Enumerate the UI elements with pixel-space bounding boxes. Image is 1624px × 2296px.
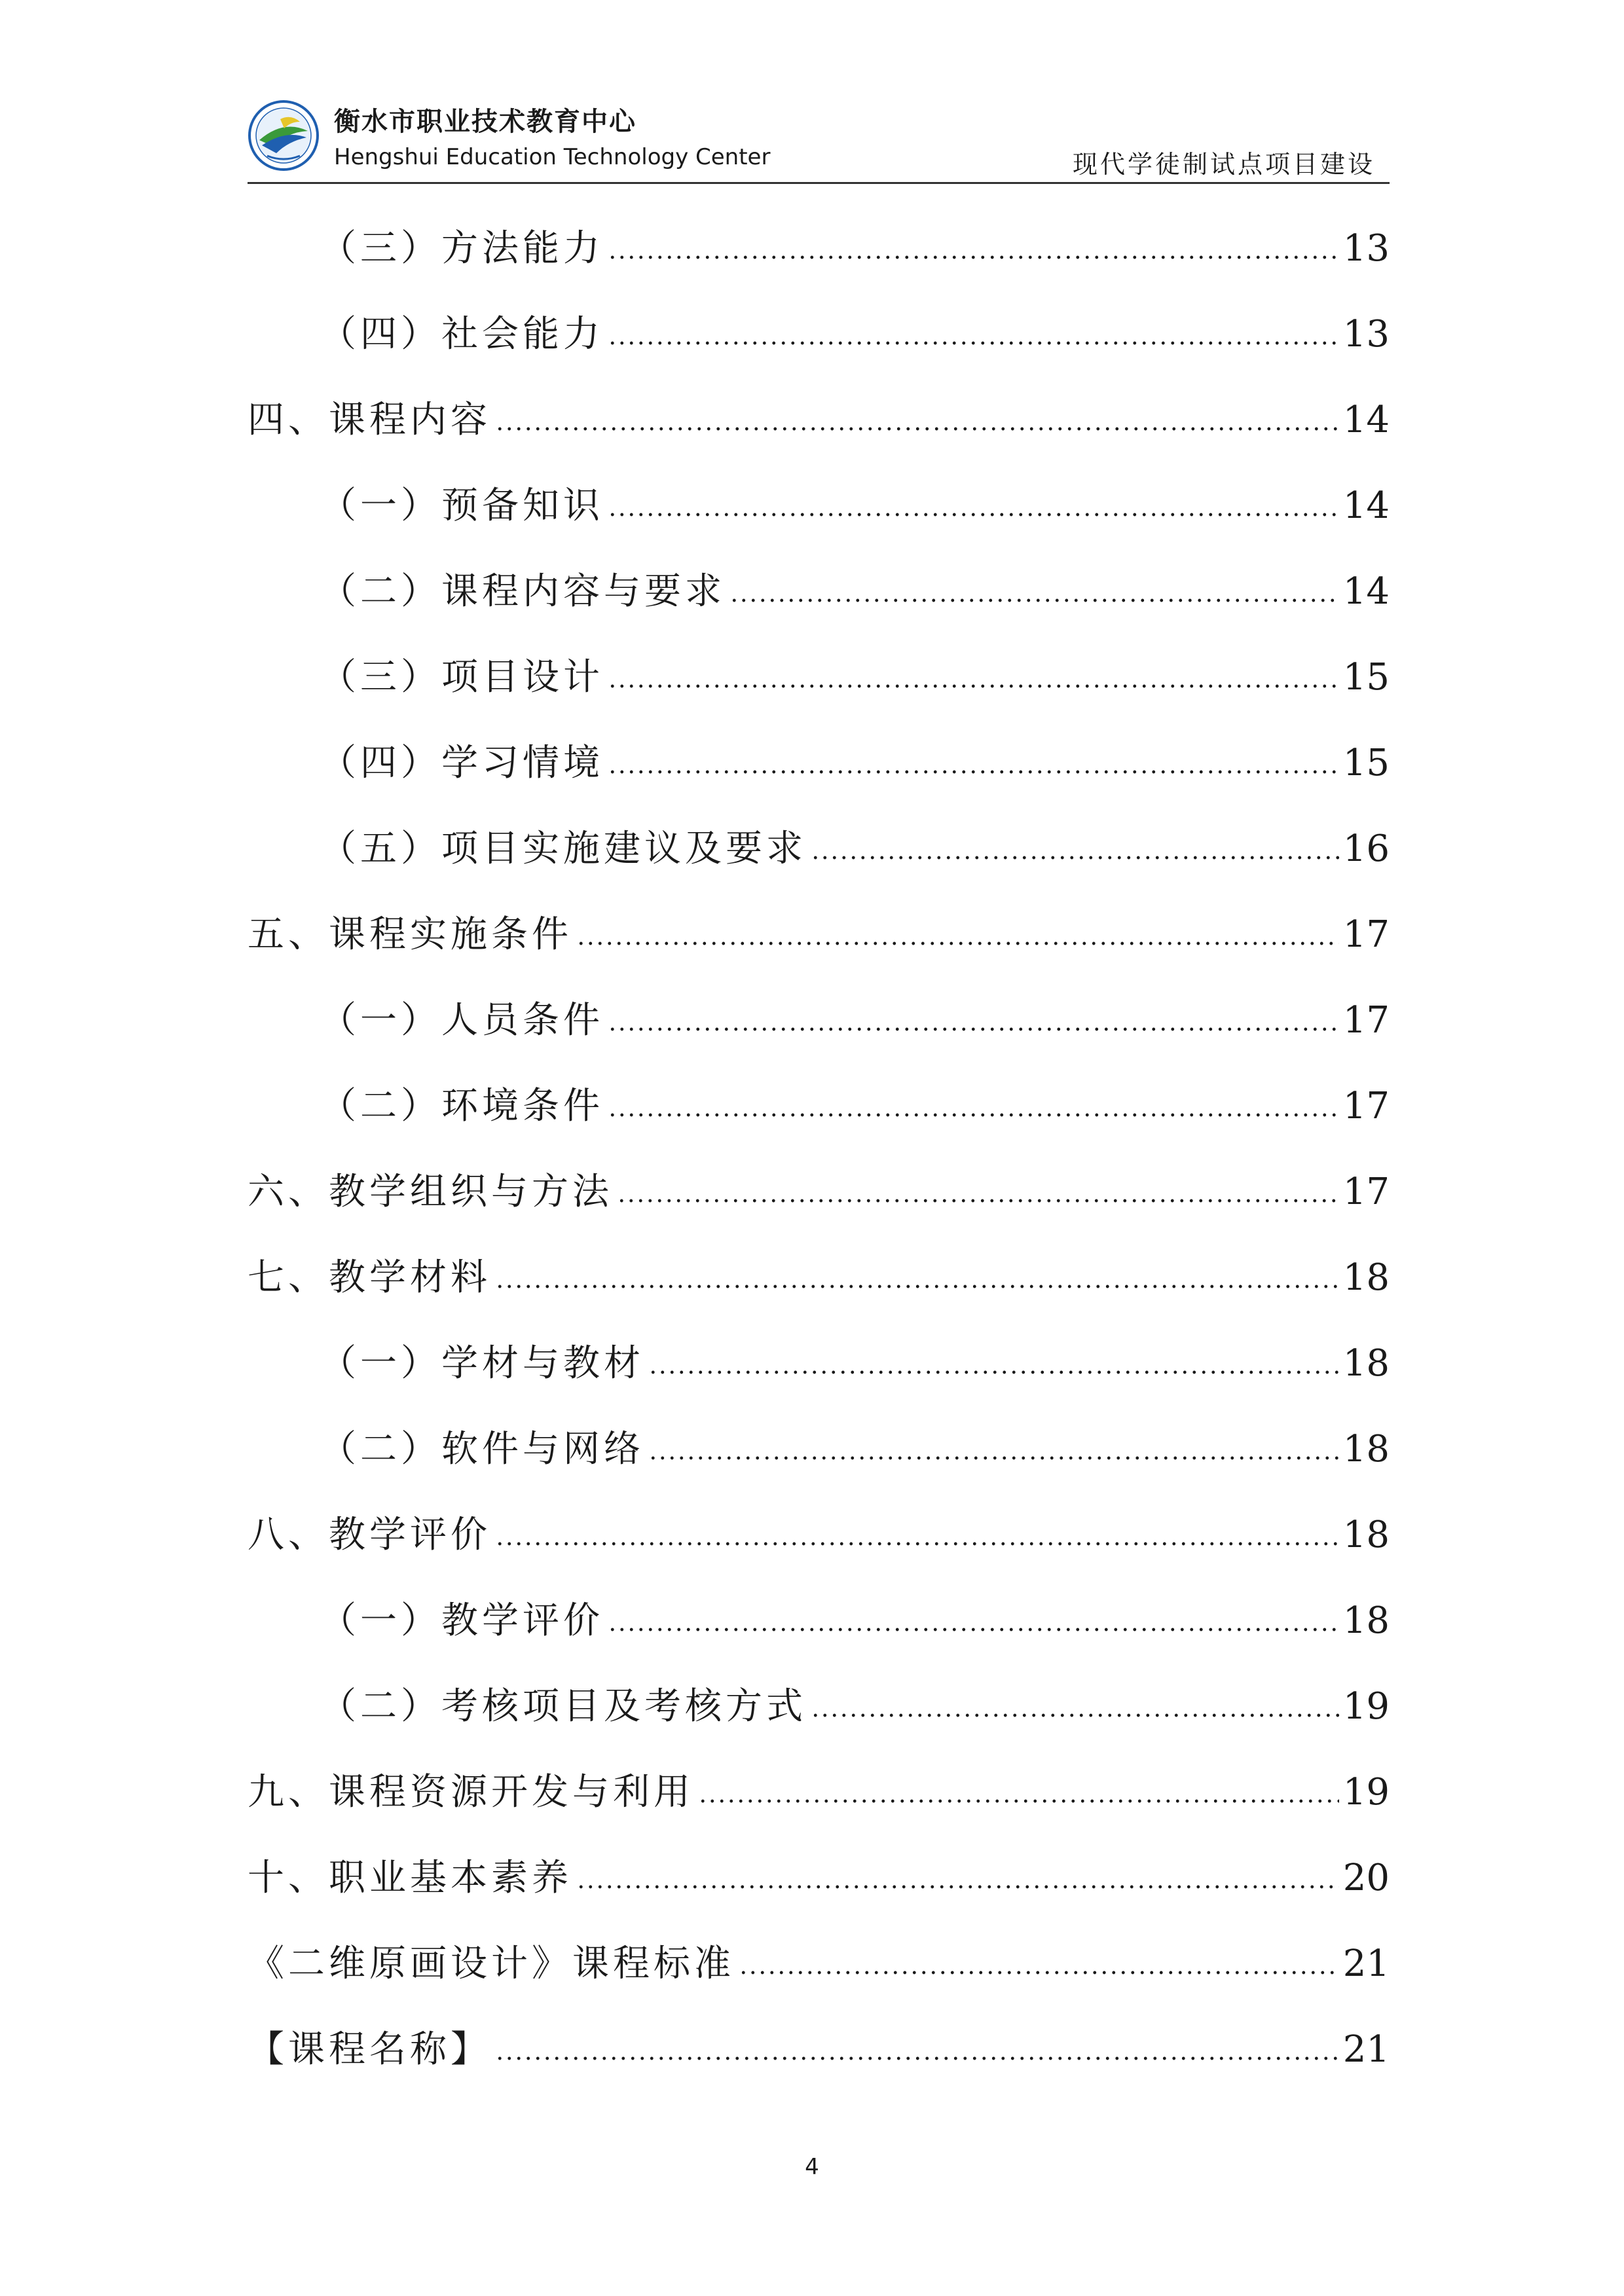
dot-leader	[495, 1283, 1339, 1290]
dot-leader	[576, 1884, 1339, 1890]
dot-leader	[811, 854, 1339, 861]
toc-entry-title: 六、教学组织与方法	[248, 1171, 613, 1213]
dot-leader	[608, 683, 1339, 689]
toc-entry[interactable]	[248, 1342, 1390, 1431]
toc-entry-page: 19	[1342, 1771, 1390, 1813]
dot-leader	[608, 769, 1339, 775]
dot-leader	[608, 1626, 1339, 1633]
dot-leader	[608, 1026, 1339, 1032]
toc-entry-title: 四、课程内容	[248, 399, 491, 441]
toc-entry-title: （二）课程内容与要求	[320, 570, 726, 613]
toc-entry-page: 17	[1342, 913, 1390, 956]
dot-leader	[811, 1712, 1339, 1719]
toc-entry-title: （一）预备知识	[320, 484, 604, 527]
org-name-cn: 衡水市职业技术教育中心	[334, 107, 637, 137]
toc-entry[interactable]	[248, 1171, 1390, 1260]
toc-entry[interactable]	[248, 2028, 1390, 2117]
toc-entry[interactable]	[248, 227, 1390, 316]
dot-leader	[608, 340, 1339, 346]
toc-entry[interactable]	[248, 1428, 1390, 1517]
toc-entry-title: 《二维原画设计》课程标准	[248, 1942, 735, 1985]
toc-entry[interactable]	[248, 570, 1390, 659]
toc-entry-title: 五、课程实施条件	[248, 913, 572, 956]
toc-entry[interactable]	[248, 1857, 1390, 1946]
toc-entry[interactable]	[248, 742, 1390, 831]
dot-leader	[495, 1540, 1339, 1547]
page-header	[248, 92, 1390, 185]
dot-leader	[739, 1969, 1339, 1976]
toc-entry[interactable]	[248, 484, 1390, 574]
toc-entry-title: （五）项目实施建议及要求	[320, 828, 807, 870]
toc-entry-title: （四）学习情境	[320, 742, 604, 784]
dot-leader	[576, 940, 1339, 947]
toc-entry[interactable]	[248, 656, 1390, 745]
toc-entry-page: 14	[1342, 570, 1390, 613]
toc-entry-page: 18	[1342, 1599, 1390, 1642]
toc-entry-page: 18	[1342, 1256, 1390, 1299]
toc-entry[interactable]	[248, 1514, 1390, 1603]
toc-entry-title: （一）人员条件	[320, 999, 604, 1042]
toc-entry-page: 13	[1342, 313, 1390, 355]
toc-entry[interactable]	[248, 313, 1390, 402]
toc-entry-title: 九、课程资源开发与利用	[248, 1771, 694, 1813]
toc-entry-page: 17	[1342, 999, 1390, 1042]
toc-entry-page: 20	[1342, 1857, 1390, 1899]
toc-entry-title: （一）教学评价	[320, 1599, 604, 1642]
toc-entry-page: 13	[1342, 227, 1390, 270]
dot-leader	[617, 1197, 1339, 1204]
dot-leader	[495, 426, 1339, 432]
toc-entry-title: 【课程名称】	[248, 2028, 491, 2071]
toc-entry[interactable]	[248, 1085, 1390, 1174]
dot-leader	[608, 254, 1339, 261]
toc-entry-page: 18	[1342, 1342, 1390, 1385]
toc-entry-title: 八、教学评价	[248, 1514, 491, 1556]
toc-entry-title: 七、教学材料	[248, 1256, 491, 1299]
toc-entry-page: 18	[1342, 1514, 1390, 1556]
toc-entry[interactable]	[248, 1599, 1390, 1688]
header-divider	[248, 182, 1390, 184]
toc-entry-page: 19	[1342, 1685, 1390, 1728]
toc-entry-title: （二）软件与网络	[320, 1428, 644, 1470]
toc-entry-page: 15	[1342, 742, 1390, 784]
toc-entry-page: 14	[1342, 484, 1390, 527]
dot-leader	[698, 1798, 1339, 1804]
toc-entry[interactable]	[248, 828, 1390, 917]
dot-leader	[608, 511, 1339, 518]
school-emblem-icon	[248, 100, 320, 172]
toc-entry-page: 18	[1342, 1428, 1390, 1470]
toc-entry[interactable]	[248, 1771, 1390, 1860]
toc-entry-title: （四）社会能力	[320, 313, 604, 355]
toc-entry-page: 16	[1342, 828, 1390, 870]
toc-entry-page: 17	[1342, 1085, 1390, 1127]
toc-entry[interactable]	[248, 999, 1390, 1088]
toc-entry-page: 17	[1342, 1171, 1390, 1213]
project-title: 现代学徒制试点项目建设	[1072, 150, 1375, 179]
toc-entry-title: （二）考核项目及考核方式	[320, 1685, 807, 1728]
toc-entry-page: 14	[1342, 399, 1390, 441]
toc-entry-page: 21	[1342, 1942, 1390, 1985]
dot-leader	[648, 1369, 1339, 1376]
toc-entry-title: 十、职业基本素养	[248, 1857, 572, 1899]
toc-entry[interactable]	[248, 913, 1390, 1002]
org-name-en: Hengshui Education Technology Center	[334, 144, 771, 170]
toc-entry-page: 21	[1342, 2028, 1390, 2071]
dot-leader	[608, 1112, 1339, 1118]
toc-entry[interactable]	[248, 1256, 1390, 1345]
dot-leader	[648, 1455, 1339, 1461]
toc-entry-title: （二）环境条件	[320, 1085, 604, 1127]
toc-entry[interactable]	[248, 1685, 1390, 1774]
toc-entry-title: （三）项目设计	[320, 656, 604, 699]
dot-leader	[729, 597, 1339, 604]
toc-entry-title: （一）学材与教材	[320, 1342, 644, 1385]
toc-entry-title: （三）方法能力	[320, 227, 604, 270]
dot-leader	[495, 2055, 1339, 2062]
table-of-contents	[248, 227, 1390, 2117]
toc-entry-page: 15	[1342, 656, 1390, 699]
toc-entry[interactable]	[248, 399, 1390, 488]
toc-entry[interactable]	[248, 1942, 1390, 2032]
page-number: 4	[805, 2154, 819, 2180]
